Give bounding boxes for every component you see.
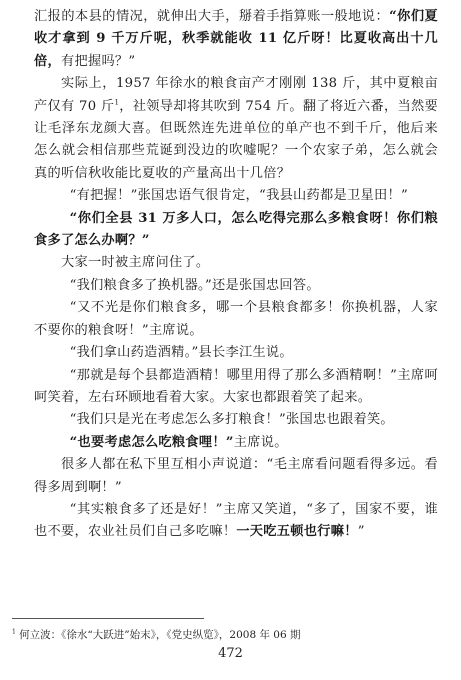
- paragraph: [34, 208, 438, 253]
- text-segment: “又不光是你们粮食多，哪一个县粮食都多！你换机器，人家不要你的粮食呀！”主席说。: [34, 300, 438, 338]
- text-segment: 很多人都在私下里互相小声说道：“毛主席看问题看得多远。看得多周到啊！”: [34, 457, 438, 495]
- page-number: 472: [218, 646, 243, 661]
- bold-text: “你们全县 31 万多人口，怎么吃得完那么多粮食呀！你们粮食多了怎么办啊？”: [34, 210, 438, 249]
- text-segment: “其实粮食多了还是好！”主席又笑道，“多了，国家不要，谁也不要，农业社员们自己多吃嘛！: [34, 501, 438, 540]
- paragraph: [34, 365, 438, 410]
- text-segment: 有把握吗？”: [60, 53, 136, 69]
- paragraph: [34, 73, 438, 185]
- text-segment: 大家一时被主席问住了。: [61, 255, 210, 271]
- text-segment: “那就是每个县都造酒精！哪里用得了那么多酒精啊！”主席呵呵笑着，左右环顾地看着大家。大家也都跟着笑了起来。: [34, 367, 438, 405]
- paragraph: [34, 454, 438, 499]
- text-segment: ”: [357, 524, 365, 540]
- text-segment: 汇报的本县的情况，就伸出大手，掰着手指算账一般地说：: [34, 9, 390, 24]
- text-segment: “有把握！”张国忠语气很肯定，“我县山药都是卫星田！”: [69, 188, 409, 204]
- footnote-text: 何立波：《徐水“大跃进”始末》，《党史纵览》，2008 年 06 期: [19, 629, 301, 641]
- text-segment: 实际上，1957 年徐水的粮食亩产才刚刚 138 斤，其中夏粮亩产仅有 70 斤: [34, 76, 438, 114]
- bold-text: “也要考虑怎么吃粮食哩！”: [69, 434, 234, 450]
- paragraph: [34, 275, 438, 297]
- main-text: [34, 6, 438, 544]
- paragraph: [34, 432, 438, 454]
- footnote: [12, 628, 452, 642]
- paragraph: [34, 499, 438, 544]
- paragraph: [34, 6, 438, 73]
- paragraph: [34, 185, 438, 207]
- text-segment: “我们只是光在考虑怎么多打粮食！”张国忠也跟着笑。: [69, 412, 394, 428]
- text-segment: 主席说。: [233, 434, 288, 450]
- paragraph: [34, 342, 438, 364]
- footnote-reference: 1: [114, 98, 120, 107]
- bold-text: “你们夏收才拿到 9 千万斤呢，秋季就能收 11 亿斤呀！比夏收高出十几倍，: [34, 9, 438, 69]
- text-segment: “我们粮食多了换机器。”还是张国忠回答。: [69, 277, 320, 293]
- bold-text: 一天吃五顿也行嘛！: [236, 524, 358, 540]
- paragraph: [34, 252, 438, 274]
- text-segment: “我们拿山药造酒精。”县长李江生说。: [69, 345, 293, 361]
- paragraph: [34, 409, 438, 431]
- text-segment: ，社领导却将其吹到 754 斤。翻了将近六番，当然要让毛泽东龙颜大喜。但既然连先进单位的单产也不到千斤，他后来怎么就会相信那些荒诞到没边的吹嘘呢？一个农家子弟，怎么就会真的听信秋收能比夏收的产量高出十几倍？: [34, 98, 438, 181]
- footnote-divider: [12, 618, 204, 619]
- footnote-marker: 1: [12, 628, 16, 636]
- paragraph: [34, 297, 438, 342]
